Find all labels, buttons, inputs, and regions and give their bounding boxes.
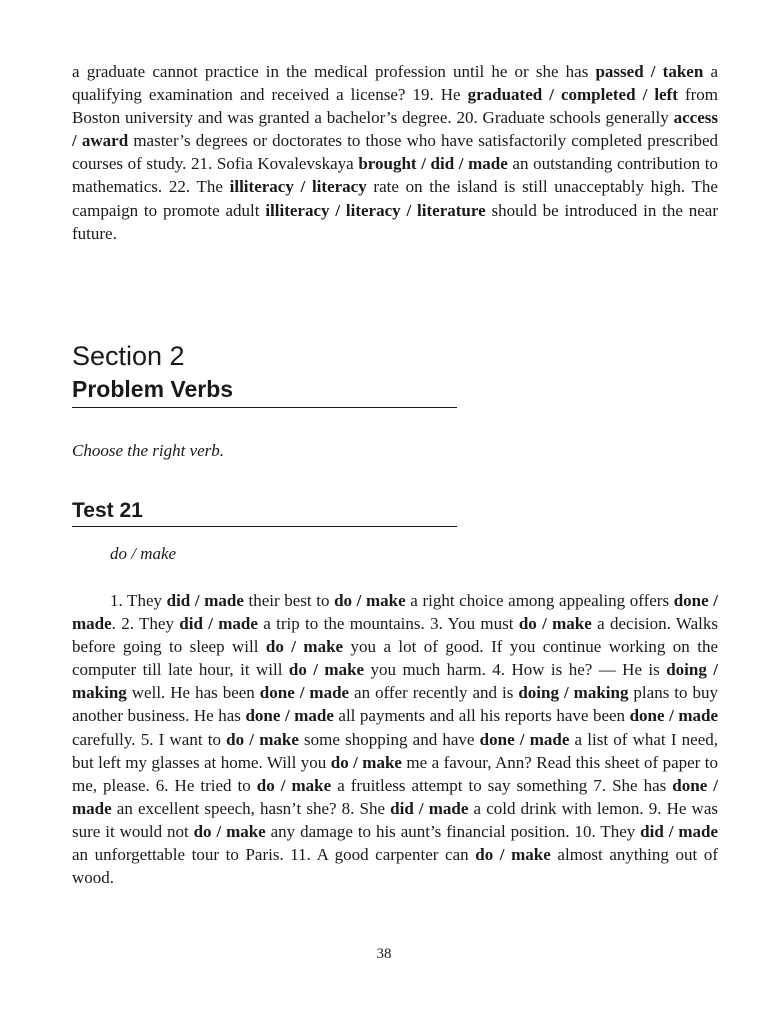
sentence-text: you much harm. 4. How is he? — He is <box>364 660 667 680</box>
sentence-text: you a lot of good. If you continue working on the computer till late hour, it will <box>72 637 718 680</box>
sentence-text: an excellent speech, hasn’t she? 8. She <box>111 798 391 818</box>
answer-choice: did / made <box>166 591 244 610</box>
answer-choice: do / make <box>518 614 592 634</box>
answer-choice: do / make <box>265 637 344 657</box>
answer-choice: doing / making <box>72 660 718 703</box>
sentence-text: a cold drink with lemon. 9. He was sure it would not <box>72 798 718 841</box>
sentence-text: a trip to the mountains. 3. You must <box>257 614 519 634</box>
sentence-text: a decision. Walks before going to sleep will <box>72 614 718 657</box>
sentence-text: master’s degrees or doctorates to those who have satisfactorily completed prescribed courses of study. 21. Sofia Kovalevskaya <box>72 131 719 174</box>
answer-choice: graduated / completed / left <box>467 85 678 105</box>
answer-choice: do / make <box>334 591 406 610</box>
answer-choice: done / made <box>245 706 334 726</box>
sentence-text: plans to buy another business. He has <box>72 683 718 726</box>
exercise-paragraph <box>72 589 718 889</box>
answer-choice: doing / making <box>518 683 629 703</box>
intro-paragraph <box>72 60 718 245</box>
answer-choice: done / made <box>259 683 350 703</box>
answer-choice: did / made <box>390 798 469 818</box>
test-topic: do / make <box>110 544 177 563</box>
page-number: 38 <box>376 946 392 962</box>
sentence-text: 1. They <box>110 591 167 610</box>
sentence-text: a graduate cannot practice in the medical profession until he or she has <box>72 62 596 81</box>
section-divider <box>72 407 457 408</box>
answer-choice: illiteracy / literacy / literature <box>265 200 486 220</box>
sentence-text: carefully. 5. I want to <box>72 729 227 749</box>
answer-choice: do / make <box>475 845 551 865</box>
section-label: Section 2 <box>72 341 185 371</box>
answer-choice: brought / did / made <box>358 154 508 174</box>
sentence-text: a right choice among appealing offers <box>405 591 674 610</box>
answer-choice: done / made <box>479 729 570 749</box>
sentence-text: well. He has been <box>126 683 260 703</box>
instruction-text: Choose the right verb. <box>72 441 225 460</box>
answer-choice: access / award <box>72 108 718 151</box>
answer-choice: done / made <box>629 706 718 726</box>
answer-choice: passed / taken <box>595 62 704 81</box>
answer-choice: do / make <box>330 752 402 772</box>
answer-choice: did / made <box>179 614 258 634</box>
sentence-text: rate on the island is still unacceptably high. The campaign to promote adult <box>72 177 718 220</box>
sentence-text: from Boston university and was granted a bachelor’s degree. 20. Graduate schools generally <box>72 85 718 128</box>
answer-choice: do / make <box>256 775 332 795</box>
answer-choice: done / made <box>72 775 718 818</box>
section-title: Problem Verbs <box>72 376 234 402</box>
sentence-text: an offer recently and is <box>349 683 519 703</box>
sentence-text: a fruitless attempt to say something 7. She has <box>331 775 673 795</box>
test-title: Test 21 <box>72 499 143 522</box>
sentence-text: me a favour, Ann? Read this sheet of paper to me, please. 6. He tried to <box>72 752 718 795</box>
sentence-text: . 2. They <box>111 614 180 634</box>
sentence-text: should be introduced in the near future. <box>72 200 719 243</box>
sentence-text: a list of what I need, but left my glasses at home. Will you <box>72 729 719 772</box>
answer-choice: illiteracy / literacy <box>229 177 367 197</box>
sentence-text: almost anything out of wood. <box>72 845 718 888</box>
answer-choice: do / make <box>226 729 299 749</box>
sentence-text: their best to <box>243 591 335 610</box>
sentence-text: some shopping and have <box>298 729 480 749</box>
sentence-text: an unforgettable tour to Paris. 11. A good carpenter can <box>72 845 476 865</box>
answer-choice: do / make <box>288 660 365 680</box>
sentence-text: a qualifying examination and received a license? 19. He <box>72 62 718 105</box>
answer-choice: done / made <box>72 591 718 634</box>
test-divider <box>72 526 457 527</box>
answer-choice: do / make <box>193 821 266 841</box>
sentence-text: an outstanding contribution to mathematics. 22. The <box>72 154 719 197</box>
sentence-text: any damage to his aunt’s financial position. 10. They <box>265 821 641 841</box>
sentence-text: all payments and all his reports have been <box>333 706 630 726</box>
answer-choice: did / made <box>640 821 718 841</box>
